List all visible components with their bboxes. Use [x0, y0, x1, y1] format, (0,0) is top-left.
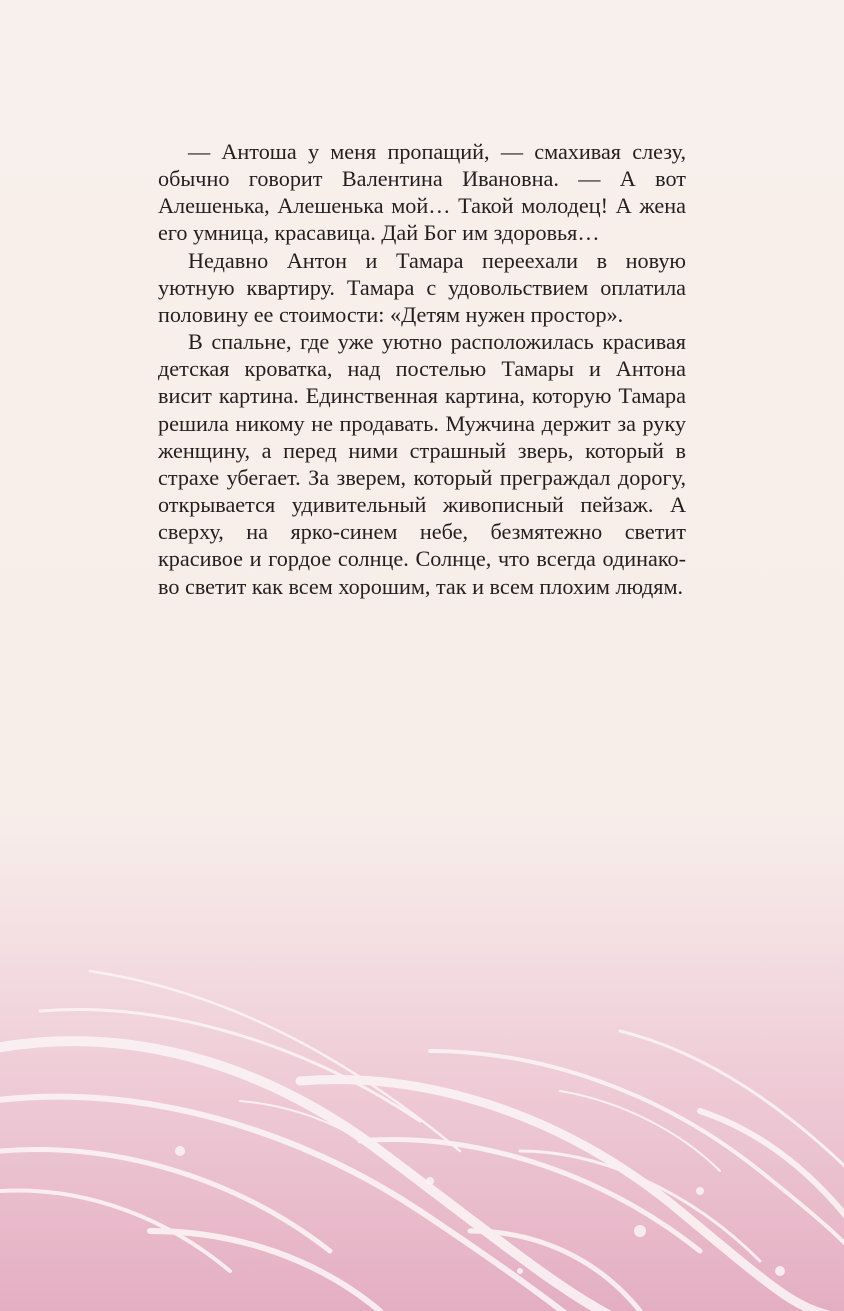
- paragraph: В спальне, где уже уютно расположилась красивая детская кроватка, над постелью Тамары и Антона висит картина. Единственная картина, которую Тамара решила никому не продавать. Мужчина держит за руку женщину, а перед ними страшный зверь, который в страхе убегает. За зверем, который преграждал дорогу, открывается удивительный живописный пейзаж. А сверху, на ярко-синем небе, безмятежно светит красивое и гордое солнце. Солнце, что всегда одинаково светит как всем хорошим, так и всем плохим людям.: [158, 329, 686, 599]
- body-text: [158, 138, 686, 600]
- paragraph: Недавно Антон и Тамара переехали в новую уютную квартиру. Тамара с удовольствием оплатила половину ее стоимости: «Детям нужен простор».: [158, 247, 686, 327]
- paragraph: — Антоша у меня пропащий, — смахивая слезу, обычно говорит Валентина Ивановна. — А вот Алешенька, Алешенька мой… Такой молодец! А жена его умница, красавица. Дай Бог им здоровья…: [158, 139, 686, 246]
- decorative-feather-ornament: [0, 851, 844, 1311]
